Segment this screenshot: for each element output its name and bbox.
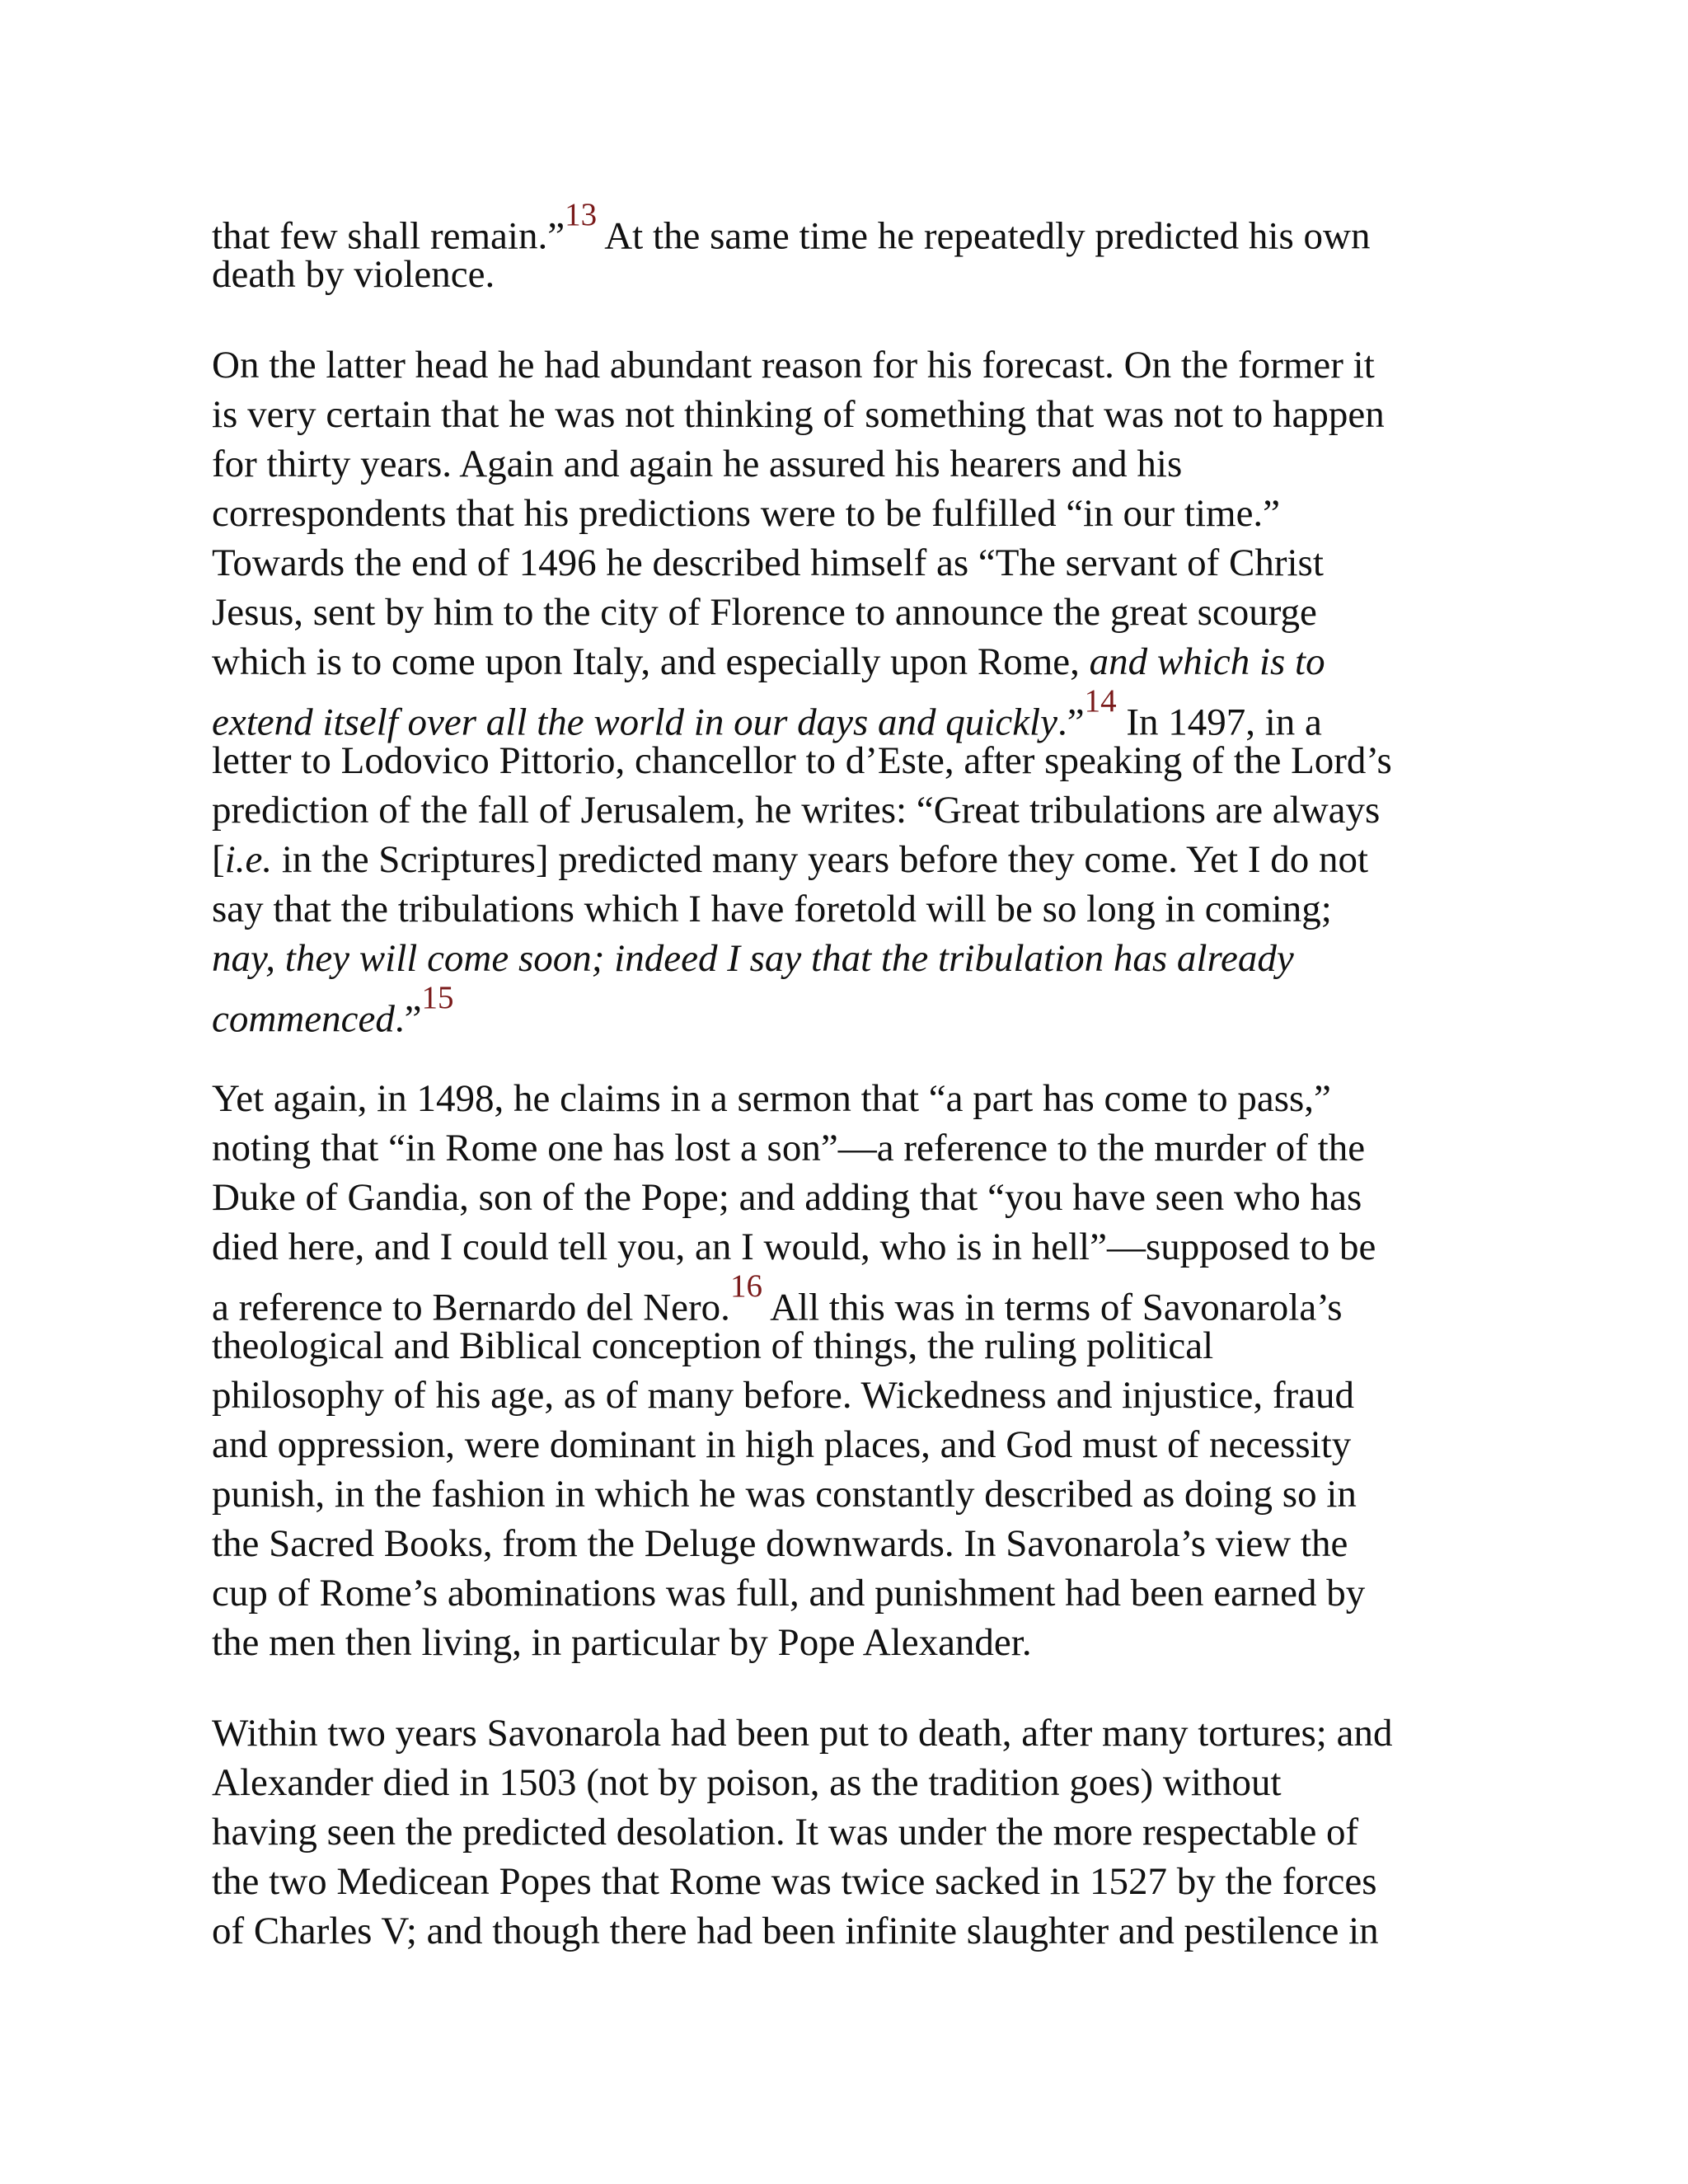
text-run: All this was in terms of Savonarola’s <box>762 1286 1343 1329</box>
text-line <box>212 340 1498 390</box>
paragraph <box>212 1074 1498 1667</box>
text-run: Duke of Gandia, son of the Pope; and adding that “you have seen who has <box>212 1176 1362 1219</box>
text-run: and oppression, were dominant in high places, and God must of necessity <box>212 1423 1352 1466</box>
text-line <box>212 538 1498 588</box>
text-line <box>212 1618 1498 1667</box>
text-line <box>212 1420 1498 1469</box>
text-run: the men then living, in particular by Pope Alexander. <box>212 1621 1032 1664</box>
italic-text: extend itself over all the world in our days and quickly <box>212 701 1057 744</box>
text-run: In 1497, in a <box>1116 701 1322 744</box>
text-line <box>212 1906 1498 1956</box>
text-line <box>212 1708 1498 1758</box>
text-run: letter to Lodovico Pittorio, chancellor to d’Este, after speaking of the Lord’s <box>212 739 1392 782</box>
text-line <box>212 1469 1498 1519</box>
text-run: of Charles V; and though there had been infinite slaughter and pestilence in <box>212 1910 1379 1952</box>
footnote-ref[interactable]: 13 <box>565 197 598 232</box>
paragraph <box>212 340 1498 1041</box>
text-run: Jesus, sent by him to the city of Florence to announce the great scourge <box>212 591 1317 634</box>
text-line <box>212 934 1498 983</box>
text-line <box>212 439 1498 489</box>
text-run: cup of Rome’s abominations was full, and punishment had been earned by <box>212 1572 1366 1615</box>
text-line <box>212 1758 1498 1807</box>
footnote-ref[interactable]: 14 <box>1084 683 1117 719</box>
text-line <box>212 588 1498 637</box>
paragraph <box>212 197 1498 299</box>
italic-text: and which is to <box>1089 640 1325 683</box>
text-run: a reference to Bernardo del Nero. <box>212 1286 730 1329</box>
text-line <box>212 835 1498 884</box>
text-run: philosophy of his age, as of many before. Wickedness and injustice, fraud <box>212 1374 1354 1417</box>
text-line <box>212 980 1498 1041</box>
text-run: in the Scriptures] predicted many years before they come. Yet I do not <box>272 838 1369 881</box>
text-line <box>212 489 1498 538</box>
text-line <box>212 1173 1498 1222</box>
text-run: correspondents that his predictions were to be fulfilled “in our time.” <box>212 492 1281 535</box>
footnote-ref[interactable]: 15 <box>421 980 454 1015</box>
text-line <box>212 1371 1498 1420</box>
text-line <box>212 884 1498 934</box>
text-line <box>212 1268 1498 1329</box>
text-line <box>212 1568 1498 1618</box>
italic-text: nay, they will come soon; indeed I say that the tribulation has already <box>212 937 1294 980</box>
text-run: [ <box>212 838 225 881</box>
italic-text: i.e. <box>224 838 273 881</box>
text-line <box>212 785 1498 835</box>
text-line <box>212 1857 1498 1906</box>
text-run: having seen the predicted desolation. It was under the more respectable of <box>212 1811 1359 1854</box>
text-run: the Sacred Books, from the Deluge downwards. In Savonarola’s view the <box>212 1522 1348 1565</box>
text-run: the two Medicean Popes that Rome was twice sacked in 1527 by the forces <box>212 1860 1377 1903</box>
text-line <box>212 197 1498 258</box>
italic-text: commenced <box>212 997 395 1041</box>
text-line <box>212 1222 1498 1272</box>
page-body <box>212 197 1498 1997</box>
text-line <box>212 637 1498 687</box>
text-line <box>212 1807 1498 1857</box>
text-line <box>212 683 1498 744</box>
paragraph <box>212 1708 1498 1956</box>
text-run: for thirty years. Again and again he assured his hearers and his <box>212 443 1183 485</box>
text-run: On the latter head he had abundant reason for his forecast. On the former it <box>212 344 1375 387</box>
text-line <box>212 1074 1498 1123</box>
footnote-ref[interactable]: 16 <box>729 1268 762 1304</box>
text-run: noting that “in Rome one has lost a son”—a reference to the murder of the <box>212 1127 1366 1169</box>
text-line <box>212 1123 1498 1173</box>
text-run: Towards the end of 1496 he described himself as “The servant of Christ <box>212 541 1324 584</box>
text-run: say that the tribulations which I have foretold will be so long in coming; <box>212 888 1332 930</box>
text-line <box>212 736 1498 785</box>
text-run: prediction of the fall of Jerusalem, he writes: “Great tribulations are always <box>212 789 1381 832</box>
text-line <box>212 1519 1498 1568</box>
text-run: .” <box>394 997 422 1041</box>
text-run: is very certain that he was not thinking of something that was not to happen <box>212 393 1385 436</box>
text-run: theological and Biblical conception of things, the ruling political <box>212 1324 1214 1367</box>
text-run: that few shall remain.” <box>212 214 565 258</box>
text-line <box>212 390 1498 439</box>
text-run: Alexander died in 1503 (not by poison, as the tradition goes) without <box>212 1761 1282 1804</box>
text-run: death by violence. <box>212 253 495 296</box>
text-run: At the same time he repeatedly predicted his own <box>597 214 1371 258</box>
text-run: punish, in the fashion in which he was constantly described as doing so in <box>212 1473 1357 1516</box>
text-run: Within two years Savonarola had been put to death, after many tortures; and <box>212 1712 1393 1755</box>
text-run: died here, and I could tell you, an I would, who is in hell”—supposed to be <box>212 1226 1376 1268</box>
text-run: Yet again, in 1498, he claims in a sermon that “a part has come to pass,” <box>212 1077 1331 1120</box>
text-run: .” <box>1057 701 1085 744</box>
text-run: which is to come upon Italy, and especially upon Rome, <box>212 640 1090 683</box>
